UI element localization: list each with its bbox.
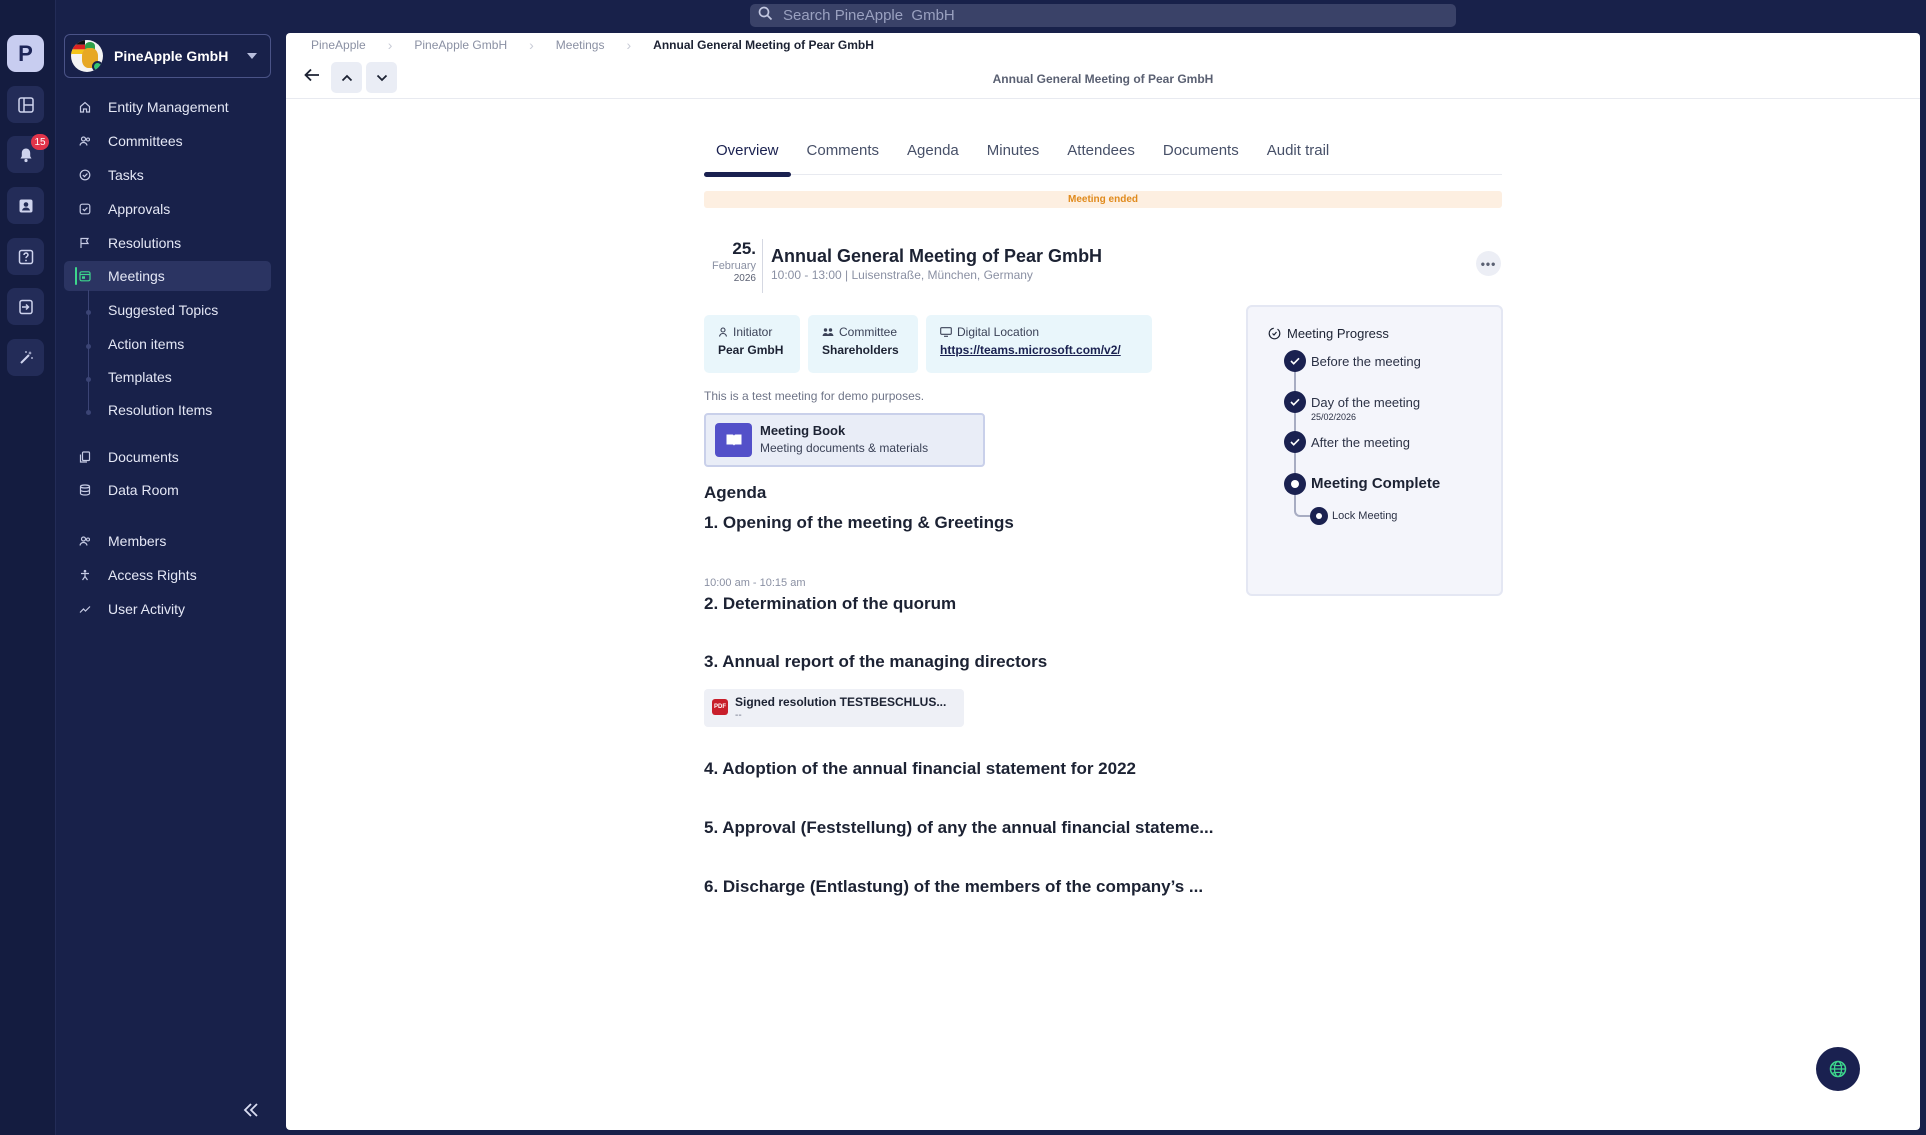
database-icon <box>78 483 92 497</box>
sidebar <box>56 0 286 1135</box>
meeting-date <box>704 239 756 284</box>
location-chip <box>926 315 1152 373</box>
meeting-book-title: Meeting Book <box>760 423 846 438</box>
tab-bar <box>704 141 1502 175</box>
sidebar-item-meetings[interactable] <box>64 261 271 291</box>
status-banner: Meeting ended <box>704 191 1502 208</box>
app-logo[interactable]: P <box>7 35 44 72</box>
agenda-item[interactable]: 5. Approval (Feststellung) of any the annual financial stateme... <box>704 818 1214 837</box>
sidebar-item-label: Entity Management <box>108 99 229 115</box>
monitor-icon <box>940 327 952 337</box>
notification-badge: 15 <box>31 134 49 150</box>
magic-wand-icon[interactable] <box>7 339 44 376</box>
step-done-icon <box>1284 431 1306 453</box>
assistant-button[interactable] <box>1816 1047 1860 1091</box>
help-icon[interactable] <box>7 238 44 275</box>
date-month: February <box>711 260 756 272</box>
step-date: 25/02/2026 <box>1311 412 1357 422</box>
meeting-subtitle: 10:00 - 13:00 | Luisenstraße, München, Germany <box>771 268 1033 282</box>
sidebar-item-access-rights[interactable] <box>64 560 271 590</box>
chevron-right-icon: › <box>387 37 393 53</box>
meeting-book-card[interactable] <box>704 413 985 467</box>
sidebar-item-templates[interactable]: Templates <box>108 369 172 385</box>
sidebar-item-resolutions[interactable] <box>64 228 271 258</box>
attachment-name: Signed resolution TESTBESCHLUS... <box>735 695 947 709</box>
main-content <box>286 33 1920 1130</box>
committee-chip <box>808 315 918 373</box>
people-icon <box>822 327 834 337</box>
check-square-icon <box>78 202 92 216</box>
sidebar-item-user-activity[interactable] <box>64 594 271 624</box>
people-icon <box>78 534 92 548</box>
meeting-title: Annual General Meeting of Pear GmbH <box>771 246 1103 266</box>
progress-icon <box>1268 327 1281 340</box>
step-label: After the meeting <box>1311 435 1410 450</box>
pdf-icon: PDF <box>712 699 728 715</box>
meeting-book-subtitle: Meeting documents & materials <box>760 441 929 455</box>
sidebar-item-suggested-topics[interactable]: Suggested Topics <box>108 302 219 318</box>
more-options-button[interactable]: ••• <box>1476 251 1501 276</box>
sidebar-item-documents[interactable] <box>64 442 271 472</box>
global-search[interactable] <box>750 4 1456 27</box>
tab-overview[interactable]: Overview <box>704 141 791 175</box>
agenda-heading: Agenda <box>704 483 767 502</box>
step-current-icon <box>1284 473 1306 495</box>
tab-audit-trail[interactable]: Audit trail <box>1266 142 1330 159</box>
sidebar-item-label: Meetings <box>108 268 165 284</box>
sidebar-item-label: Data Room <box>108 482 179 498</box>
sidebar-item-label: Documents <box>108 449 179 465</box>
sidebar-item-label: User Activity <box>108 601 186 617</box>
user-icon <box>718 327 728 337</box>
sidebar-item-members[interactable] <box>64 526 271 556</box>
sidebar-item-label: Access Rights <box>108 567 197 583</box>
progress-title-text: Meeting Progress <box>1287 326 1389 341</box>
chevron-right-icon: › <box>529 37 534 53</box>
search-icon <box>758 6 773 26</box>
contact-card-icon[interactable] <box>7 187 44 224</box>
breadcrumb-item[interactable]: PineApple GmbH <box>414 38 508 52</box>
meeting-progress-panel <box>1246 305 1503 596</box>
tab-attendees[interactable]: Attendees <box>1067 142 1135 159</box>
agenda-item-time: 10:00 am - 10:15 am <box>704 577 806 589</box>
submenu-dot <box>86 310 91 315</box>
sub-step-connector <box>1294 495 1310 517</box>
initiator-label: Initiator <box>733 325 773 339</box>
home-icon <box>78 100 92 114</box>
breadcrumb-current: Annual General Meeting of Pear GmbH <box>653 38 874 52</box>
page-title: Annual General Meeting of Pear GmbH <box>992 72 1214 86</box>
sidebar-item-action-items[interactable]: Action items <box>108 336 185 352</box>
sidebar-item-label: Committees <box>108 133 183 149</box>
submenu-dot <box>86 410 91 415</box>
attachment-subtitle: -- <box>735 710 742 721</box>
agenda-item[interactable]: 4. Adoption of the annual financial statement for 2022 <box>704 759 1136 778</box>
sidebar-item-label: Tasks <box>108 167 144 183</box>
access-icon <box>78 568 92 582</box>
search-input[interactable] <box>783 7 1383 24</box>
step-label: Before the meeting <box>1311 354 1421 369</box>
globe-icon <box>1828 1059 1848 1079</box>
breadcrumb <box>311 37 874 53</box>
login-icon[interactable] <box>7 288 44 325</box>
committee-value: Shareholders <box>822 343 899 357</box>
agenda-item[interactable]: 3. Annual report of the managing directors <box>704 652 1048 671</box>
committee-label: Committee <box>839 325 898 339</box>
tab-agenda[interactable]: Agenda <box>907 142 959 159</box>
sidebar-item-committees[interactable] <box>64 126 271 156</box>
progress-title <box>1268 326 1389 341</box>
submenu-dot <box>86 344 91 349</box>
submenu-line <box>88 290 89 413</box>
people-icon <box>78 134 92 148</box>
tab-documents[interactable]: Documents <box>1162 142 1239 159</box>
calendar-icon <box>78 269 92 283</box>
flag-icon <box>78 236 92 250</box>
location-label: Digital Location <box>957 325 1040 339</box>
step-label: Day of the meeting <box>1311 395 1421 410</box>
sidebar-item-data-room[interactable] <box>64 475 271 505</box>
sidebar-item-label: Resolutions <box>108 235 182 251</box>
collapse-sidebar-icon[interactable] <box>243 1097 259 1123</box>
org-name: PineApple GmbH <box>114 48 229 64</box>
breadcrumb-item[interactable]: PineApple <box>311 38 366 52</box>
book-icon <box>715 423 752 457</box>
agenda-item[interactable]: 2. Determination of the quorum <box>704 594 957 613</box>
step-label-current: Meeting Complete <box>1311 475 1441 492</box>
lock-meeting-action[interactable]: Lock Meeting <box>1332 510 1398 522</box>
initiator-chip <box>704 315 800 373</box>
step-done-icon <box>1284 391 1306 413</box>
meeting-description: This is a test meeting for demo purposes. <box>704 389 925 403</box>
breadcrumb-item[interactable]: Meetings <box>555 38 605 52</box>
attachment-card[interactable] <box>704 689 964 727</box>
sidebar-item-approvals[interactable] <box>64 194 271 224</box>
location-link[interactable]: https://teams.microsoft.com/v2/ <box>940 343 1121 357</box>
check-circle-icon <box>78 168 92 182</box>
sidebar-item-label: Members <box>108 533 167 549</box>
activity-icon <box>78 602 92 616</box>
initiator-value: Pear GmbH <box>718 343 784 357</box>
sidebar-item-tasks[interactable] <box>64 160 271 190</box>
org-switcher[interactable] <box>64 34 271 78</box>
step-done-icon <box>1284 350 1306 372</box>
sidebar-item-entity-management[interactable] <box>64 92 271 122</box>
toolbar <box>286 57 1920 99</box>
dashboard-icon[interactable] <box>7 86 44 123</box>
submenu-dot <box>86 377 91 382</box>
sidebar-item-label: Approvals <box>108 201 171 217</box>
divider <box>762 239 763 293</box>
icon-rail <box>0 0 56 1135</box>
documents-icon <box>78 450 92 464</box>
date-year: 2026 <box>733 273 756 284</box>
sidebar-item-resolution-items[interactable]: Resolution Items <box>108 402 213 418</box>
chevron-right-icon: › <box>626 37 632 53</box>
lock-step-icon[interactable] <box>1310 507 1328 525</box>
org-logo <box>71 40 103 72</box>
chevron-down-icon <box>247 53 257 59</box>
agenda-item[interactable]: 1. Opening of the meeting & Greetings <box>704 513 1014 532</box>
date-day: 25. <box>732 239 756 258</box>
tab-minutes[interactable]: Minutes <box>986 142 1040 159</box>
tab-comments[interactable]: Comments <box>806 142 880 159</box>
agenda-item[interactable]: 6. Discharge (Entlastung) of the members of the company’s ... <box>704 877 1204 896</box>
